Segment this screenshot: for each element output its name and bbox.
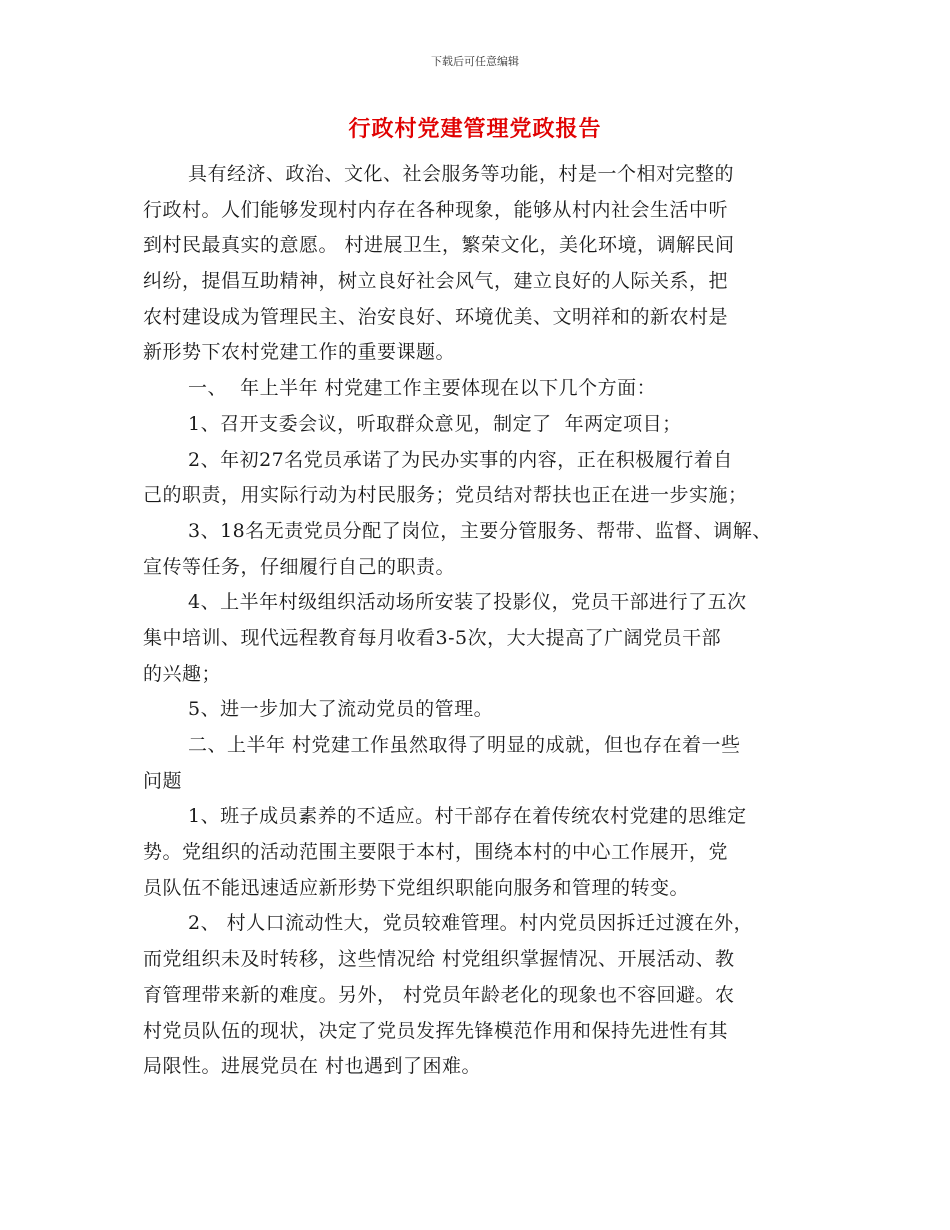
list-item: 1、召开支委会议，听取群众意见，制定了 年两定项目； (188, 412, 682, 435)
list-item: 5、进一步加大了流动党员的管理。 (188, 698, 494, 721)
list-item: 2、年初27名党员承诺了为民办实事的内容，正在积极履行着自 (188, 448, 733, 471)
list-item-continuation: 局限性。进展党员在 村也遇到了困难。 (143, 1055, 482, 1078)
list-item-continuation: 势。党组织的活动范围主要限于本村，围绕本村的中心工作展开，党 (143, 841, 729, 864)
list-item-continuation: 集中培训、现代远程教育每月收看3-5次，大大提高了广阔党员干部 (143, 626, 722, 649)
section-heading: 二、上半年 村党建工作虽然取得了明显的成就，但也存在着一些 (188, 734, 741, 756)
section-heading-continuation: 问题 (143, 769, 183, 792)
list-item: 3、18名无责党员分配了岗位，主要分管服务、帮带、监督、调解、 (188, 519, 772, 542)
document-body (143, 157, 833, 1085)
list-item: 4、上半年村级组织活动场所安装了投影仪，党员干部进行了五次 (188, 591, 747, 614)
list-item-continuation: 而党组织未及时转移，这些情况给 村党组织掌握情况、开展活动、教 (143, 948, 735, 971)
paragraph-line: 农村建设成为管理民主、治安良好、环境优美、文明祥和的新农村是 (143, 305, 729, 328)
paragraph-line: 纠纷，提倡互助精神，树立良好社会风气，建立良好的人际关系，把 (143, 270, 729, 293)
list-item-continuation: 的兴趣； (143, 662, 222, 685)
document-title: 行政村党建管理党政报告 (348, 116, 602, 142)
list-item-continuation: 宣传等任务，仔细履行自己的职责。 (143, 555, 456, 578)
header-note: 下载后可任意编辑 (431, 55, 519, 68)
list-item: 1、班子成员素养的不适应。村干部存在着传统农村党建的思维定 (188, 805, 747, 828)
paragraph-line: 具有经济、政治、文化、社会服务等功能，村是一个相对完整的 (188, 163, 735, 185)
list-item: 2、 村人口流动性大，党员较难管理。村内党员因拆迁过渡在外， (188, 912, 754, 935)
list-item-continuation: 村党员队伍的现状，决定了党员发挥先锋模范作用和保持先进性有其 (143, 1019, 729, 1042)
section-heading: 一、 年上半年 村党建工作主要体现在以下几个方面： (188, 377, 657, 400)
list-item-continuation: 员队伍不能迅速适应新形势下党组织职能向服务和管理的转变。 (143, 876, 690, 899)
paragraph-line: 新形势下农村党建工作的重要课题。 (143, 341, 456, 364)
paragraph-line: 行政村。人们能够发现村内存在各种现象，能够从村内社会生活中听 (143, 198, 729, 221)
list-item-continuation: 育管理带来新的难度。另外， 村党员年龄老化的现象也不容回避。农 (143, 983, 735, 1006)
paragraph-line: 到村民最真实的意愿。 村进展卫生，繁荣文化，美化环境，调解民间 (143, 234, 735, 257)
list-item-continuation: 己的职责，用实际行动为村民服务；党员结对帮扶也正在进一步实施； (143, 484, 748, 507)
